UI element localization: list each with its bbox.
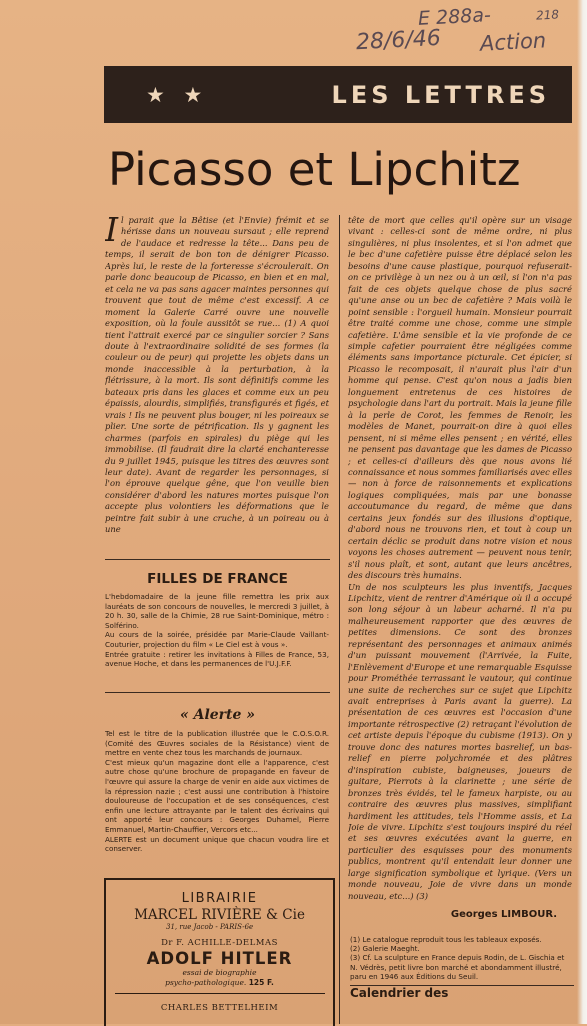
divider-rule xyxy=(350,985,574,986)
drop-cap: I xyxy=(105,215,119,249)
alerte-text: Tel est le titre de la publication illustrée que le C.O.S.O.R. (Comité des Œuvres sociales de la Résistance) vient de mettre en vente chez tous les marchands de journaux. C'est mieux qu'un magazine dont elle a l'apparence, c'est autre chose qu'une brochure de propagande en faveur de l'œuvre qui assure la charge de venir en aide aux victimes de la répression nazie ; c'est aussi une contribution à l'histoire douloureuse de l'occupation et de ses conséquences, c'est enfin une lecture attrayante par le talent des écrivains qui ont apporté leur concours : Georges Duhamel, Pierre Emmanuel, Martin-Chauffier, Vercors etc... ALERTE est un document unique que chacun voudra lire et conserver. xyxy=(105,729,329,854)
footnote: (3) Cf. La sculpture en France depuis Rodin, de L. Gischia et N. Védrès, petit livre bon marché et abondamment illustré, paru en 1946 aux Éditions du Seuil. xyxy=(350,953,565,981)
advert-price: 125 F. xyxy=(248,977,274,987)
handwritten-date: 28/6/46 xyxy=(355,25,442,56)
next-article-title: Calendrier des xyxy=(350,986,449,1001)
advert-author: Dr F. ACHILLE-DELMAS xyxy=(161,938,278,948)
handwritten-source: Action xyxy=(479,28,547,56)
article-headline: Picasso et Lipchitz xyxy=(108,143,521,196)
advert-publisher: MARCEL RIVIÈRE & Cie xyxy=(134,907,305,923)
advert-subtitle-1: essai de biographie xyxy=(182,968,257,977)
advert-book-title: ADOLF HITLER xyxy=(146,949,293,968)
filles-de-france-title: FILLES DE FRANCE xyxy=(147,571,288,587)
advert-address: 31, rue Jacob - PARIS-6e xyxy=(166,923,254,931)
handwritten-folio: 218 xyxy=(535,7,560,23)
column-divider xyxy=(339,215,340,1024)
advert-line: LIBRAIRIE xyxy=(181,891,258,906)
article-column-2: tête de mort que celles qu'il opère sur un visage vivant : celles-ci sont de même ordre, ni plus singulières, ni plus insolentes, et si l'on admet que le bec d'une cafetière puisse être déplacé selon les besoins d'une cause plastique, pourquoi refuserait-on ce privilège à un nez ou à un œil, si l'on n'a pas fait de ces objets quelque chose de plus sacré qu'une anse ou un bec de cafetière ? Mais voilà le point sensible : l'orgueil humain. Monsieur pourrait être traité comme une chose, comme une simple cafetière. L'âme sensible et la vie profonde de ce simple cafetier pourraient être négligées comme éléments sans importance picturale. Cet épicier, si Picasso le recomposait, il n'aurait plus l'air d'un homme qui pense. C'est qu'on nous a jadis bien longuement entretenus de ces histoires de psychologie dans l'art du portrait. Mais la jeune fille à la perle de Corot, les femmes de Renoir, les modèles de Manet, pourrait-on dire à quoi elles pensent, ni si même elles pensent ; en vérité, elles ne pensent pas davantage que les dames de Picasso ; et celles-ci d'ailleurs dès que nous avons lié connaissance et nous sommes familiarisés avec elles — non à force de raisonnements et explications logiques compliquées, mais par une bonasse accoutumance du regard, de même que dans certains jeux fondés sur des illusions d'optique, d'abord nous ne trouvons rien, et tout à coup un certain déclic se produit dans notre vision et nous voyons les choses autrement — peuvent nous tenir, s'il nous plaît, et sont, autant que leurs ancêtres, des discours très humains. Un de nos sculpteurs les plus inventifs, Jacques Lipchitz, vient de rentrer d'Amérique où il a occupé son long séjour à un labeur acharné. Il n'a pu malheureusement rapporter que des œuvres de petites dimensions. Ce sont des bronzes représentant des personnages et animaux animés d'un puissant mouvement (l'Arrivée, la Fuite, l'Enlèvement d'Europe et une remarquable Esquisse pour Prométhée terrassant le vautour, qui continue une suite de recherches sur ce sujet que Lipchitz avait entreprises à Paris avant la guerre). La présentation de ces œuvres est l'occasion d'une importante rétrospective (2) retraçant l'évolution de cet artiste depuis l'époque du cubisme (1913). On y trouve donc des natures mortes basrelief, un bas-relief en pierre polychromée et des plâtres d'inspiration cubiste, baigneuses, joueurs de guitare, Pierrots à la clarinette ; une série de bronzes très évidés, tel le fameux harpiste, ou au contraire des œuvres plus massives, simplifiant hardiment les attitudes, tels l'Homme assis, et La Joie de vivre. Lipchitz s'est toujours inspiré du réel et ses œuvres exécutées avant la guerre, en particulier des esquisses pour des monuments publics, montrent qu'il entendait leur donner une large signification symbolique et lyrique. (Vers un monde nouveau, Joie de vivre dans un monde nouveau, etc...) (3) xyxy=(348,215,572,901)
handwritten-reference: E 288a- xyxy=(417,4,492,30)
divider-rule xyxy=(105,559,330,560)
filles-de-france-text: L'hebdomadaire de la jeune fille remettra les prix aux lauréats de son concours de nouvelles, le mercredi 3 juillet, à 20 h. 30, salle de la Chimie, 28 rue Saint-Dominique, métro : Solférino. Au cours de la soirée, présidée par Marie-Claude Vaillant-Couturier, projection du film « Le Ciel est à vous ». Entrée gratuite : retirer les invitations à Filles de France, 53, avenue Hoche, et dans les permanences de l'U.J.F.F. xyxy=(105,592,329,669)
footnote: (1) Le catalogue reproduit tous les tableaux exposés. xyxy=(350,935,542,944)
bookshop-advert xyxy=(104,878,335,1026)
advert-divider xyxy=(115,993,325,994)
scan-edge xyxy=(577,0,587,1024)
article-text-1: l parait que la Bêtise (et l'Envie) frémit et se hérisse dans un nouveau sursaut ; elle reprend de l'audace et redresse la tête... Dans peu de temps, il serait de bon ton de dénigrer Picasso. Après lui, le reste de la forteresse s'écroulerait. On parle donc beaucoup de Picasso, en bien et en mal, et cela ne va pas sans agacer maintes personnes qui trouvent que tout de même c'est excessif. A ce moment la Galerie Carré ouvre une nouvelle exposition, où la foule aussitôt se rue... (1) A quoi tient l'attrait exercé par ce singulier sorcier ? Sans doute à l'extraordinaire solidité de ses formes (la couleur ou de peur) qui projette les objets dans un monde inaccessible à la perturbation, à la flétrissure, à la mort. Ils sont définitifs comme les bateaux pris dans les glaces et comme eux un peu épaissis, alourdis, simplifiés, transfigurés et figés, et vrais ! Ils ne peuvent plus bouger, ni les poireaux se plier. Une sorte de pétrification. Ils y gagnent les charmes (parfois en spirales) du piège qui les immobilise. (Il faudrait dire la clarté enchanteresse du 9 juillet 1945, puisque les titres des œuvres sont leur date). Avant de regarder les personnages, si l'on éprouve quelque gêne, que l'on veuille bien considérer d'abord les natures mortes puisque l'on accepte plus volontiers les déformations que le peintre fait subir à une cruche, à un poireau ou à une xyxy=(105,215,329,535)
advert-subtitle-2: psycho-pathologique. xyxy=(165,977,247,987)
article-column-1 xyxy=(105,215,329,555)
section-banner xyxy=(104,66,572,123)
advert-subtitle xyxy=(106,968,333,987)
section-title: LES LETTRES xyxy=(331,80,550,109)
advert-author-2: CHARLES BETTELHEIM xyxy=(160,1003,279,1013)
star-icons: ★ ★ xyxy=(146,82,209,107)
divider-rule xyxy=(105,692,330,693)
footnotes xyxy=(350,935,574,1001)
footnote: (2) Galerie Maeght. xyxy=(350,944,420,954)
article-signature: Georges LIMBOUR. xyxy=(450,909,557,920)
alerte-title: « Alerte » xyxy=(179,707,256,723)
